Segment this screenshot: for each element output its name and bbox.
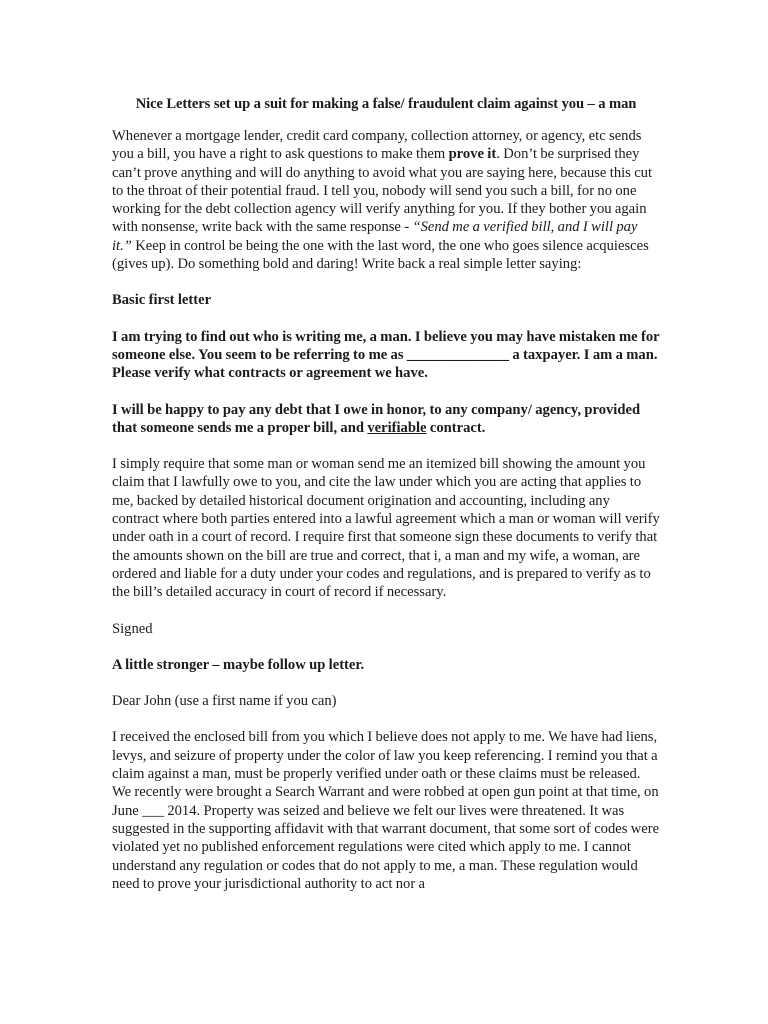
intro-text-3: Keep in control be being the one with the last word, the one who goes silence acquiesces (gives up). Do something bold and daring! Write back a real simple letter saying:	[112, 237, 649, 273]
basic-letter-paragraph-1: I am trying to find out who is writing me, a man. I believe you may have mistaken me for someone else. You seem to be referring to me as ______________ a taxpayer. I am a man. Please verify what contracts or agreement we have.	[112, 328, 660, 382]
verifiable-underlined: verifiable	[367, 419, 427, 436]
salutation: Dear John (use a first name if you can)	[112, 693, 337, 710]
basic-letter-heading: Basic first letter	[112, 292, 212, 309]
basic-letter-paragraph-2	[112, 401, 660, 438]
basic-para2-text-1: I will be happy to pay any debt that I owe in honor, to any company/ agency, provided that someone sends me a proper bill, and	[112, 401, 641, 436]
signed-line: Signed	[112, 620, 153, 637]
intro-paragraph	[112, 127, 660, 273]
document-title: Nice Letters set up a suit for making a false/ fraudulent claim against you – a man	[135, 96, 637, 112]
intro-text-2: . Don’t be surprised they can’t prove anything and will do anything to avoid what you are saying here, because this cut to the throat of their potential fraud. I tell you, nobody will send you such a bill, for no one working for the debt collection agency will verify anything for you. If they bother you again with nonsense, write back with the same response -	[112, 146, 653, 236]
stronger-letter-heading: A little stronger – maybe follow up letter.	[112, 656, 365, 673]
intro-text-1: Whenever a mortgage lender, credit card company, collection attorney, or agency, etc sends you a bill, you have a right to ask questions to make them	[112, 128, 642, 163]
prove-it-emphasis: prove it	[448, 146, 497, 163]
basic-para2-text-2: contract.	[426, 419, 486, 436]
follow-up-paragraph: I received the enclosed bill from you which I believe does not apply to me. We have had liens, levys, and seizure of property under the color of law you keep referencing. I remind you that a claim against a man, must be properly verified under oath or these claims must be released. We recently were brought a Search Warrant and were robbed at open gun point at that time, on June ___ 2014. Property was seized and believe we felt our lives were threatened. It was suggested in the supporting affidavit with that warrant document, that some sort of codes were violated yet no published enforcement regulations were cited which apply to me. I cannot understand any regulation or codes that do not apply to me, a man. These regulation would need to prove your jurisdictional authority to act nor a	[112, 729, 660, 892]
intro-quote: “Send me a verified bill, and I will pay it.”	[112, 219, 638, 254]
require-paragraph: I simply require that some man or woman send me an itemized bill showing the amount you claim that I lawfully owe to you, and cite the law under which you are acting that applies to me, backed by detailed historical document origination and accounting, including any contract where both parties entered into a lawful agreement which a man or woman will verify under oath in a court of record. I require first that someone sign these documents to verify that the amounts shown on the bill are true and correct, that i, a man and my wife, a woman, are ordered and liable for a duty under your codes and regulations, and is prepared to verify as to the bill’s detailed accuracy in court of record if necessary.	[112, 456, 660, 601]
